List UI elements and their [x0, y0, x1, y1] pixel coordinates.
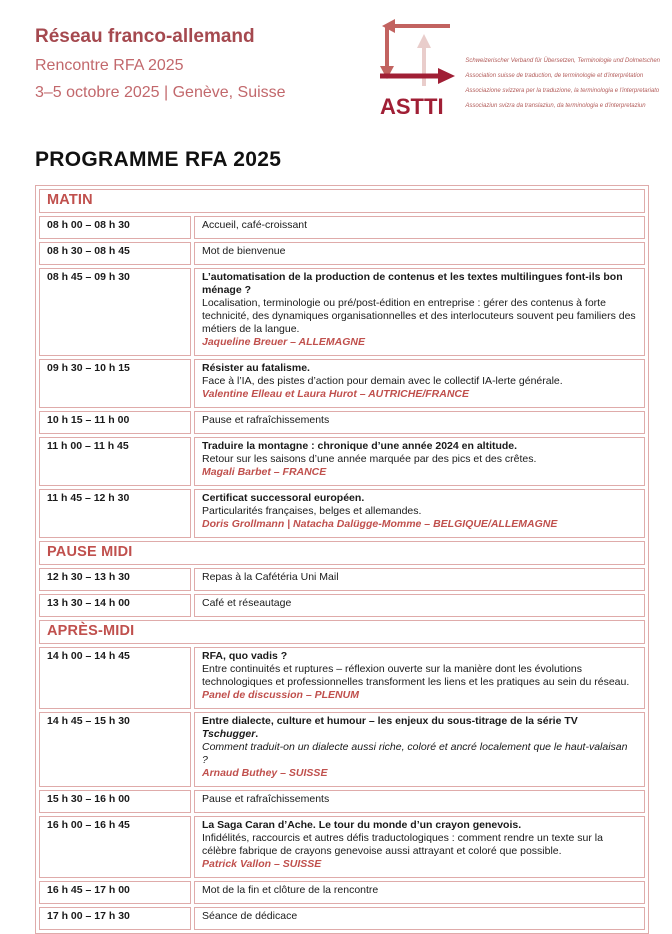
time-range: 14 h 45 – 15 h 30: [39, 712, 191, 787]
section-row: [39, 620, 645, 644]
session-text-line: L’automatisation de la production de contenus et les textes multilingues font-ils bon ménage ?: [202, 271, 623, 296]
astti-arrows-icon: [380, 18, 458, 118]
time-range: 16 h 45 – 17 h 00: [39, 881, 191, 904]
time-range: 09 h 30 – 10 h 15: [39, 359, 191, 408]
session-description: [194, 712, 645, 787]
programme-table: [35, 185, 649, 934]
time-range: 17 h 00 – 17 h 30: [39, 907, 191, 930]
speaker-line: Magali Barbet – FRANCE: [202, 466, 327, 478]
section-row: [39, 189, 645, 213]
session-text-line: Résister au fatalisme.: [202, 362, 310, 374]
astti-captions: [465, 54, 660, 114]
session-text-line: Accueil, café-croissant: [202, 219, 308, 231]
session-description: [194, 790, 645, 813]
schedule-row: [39, 437, 645, 486]
speaker-line: Panel de discussion – PLENUM: [202, 689, 359, 701]
time-range: 11 h 45 – 12 h 30: [39, 489, 191, 538]
session-description: [194, 816, 645, 878]
astti-caption-de: Schweizerischer Verband für Übersetzen, Terminologie und Dolmetschen: [465, 58, 660, 64]
schedule-row: [39, 594, 645, 617]
astti-logo: [380, 18, 660, 118]
schedule-row: [39, 411, 645, 434]
session-description: [194, 216, 645, 239]
schedule-row: [39, 790, 645, 813]
speaker-line: Valentine Elleau et Laura Hurot – AUTRICHE/FRANCE: [202, 388, 470, 400]
time-range: 14 h 00 – 14 h 45: [39, 647, 191, 709]
schedule-row: [39, 647, 645, 709]
schedule-row: [39, 907, 645, 930]
schedule-row: [39, 881, 645, 904]
session-text-line: Retour sur les saisons d’une année marquée par des pics et des crêtes.: [202, 453, 537, 465]
page-title: PROGRAMME RFA 2025: [35, 148, 282, 171]
event-heading-block: [35, 26, 286, 111]
speaker-line: Patrick Vallon – SUISSE: [202, 858, 322, 870]
speaker-line: Jaqueline Breuer – ALLEMAGNE: [202, 336, 365, 348]
speaker-line: Doris Grollmann | Natacha Dalügge-Momme – BELGIQUE/ALLEMAGNE: [202, 518, 558, 530]
session-text-line: Localisation, terminologie ou pré/post-édition en entreprise : gérer des contenus à forte technicité, des dynamiques organisationnelles et des interlocuteurs souvent peu familiers des métiers de la langue.: [202, 297, 636, 335]
time-range: 16 h 00 – 16 h 45: [39, 816, 191, 878]
session-description: [194, 359, 645, 408]
schedule-row: [39, 359, 645, 408]
time-range: 15 h 30 – 16 h 00: [39, 790, 191, 813]
session-text-line: Traduire la montagne : chronique d’une année 2024 en altitude.: [202, 440, 518, 452]
time-range: 08 h 00 – 08 h 30: [39, 216, 191, 239]
schedule-row: [39, 268, 645, 356]
schedule-row: [39, 216, 645, 239]
schedule-row: [39, 816, 645, 878]
org-title: Réseau franco-allemand: [35, 26, 255, 47]
event-title: Rencontre RFA 2025: [35, 57, 184, 74]
session-text-line: [202, 715, 636, 741]
schedule-row: [39, 568, 645, 591]
session-text-line: Entre continuités et ruptures – réflexion ouverte sur la manière dont les évolutions technologiques et professionnelles transforment les liens et les pratiques au sein du réseau.: [202, 663, 630, 688]
session-text-line: Certificat successoral européen.: [202, 492, 365, 504]
time-range: 11 h 00 – 11 h 45: [39, 437, 191, 486]
session-text-line: Mot de la fin et clôture de la rencontre: [202, 884, 379, 896]
session-text-line: RFA, quo vadis ?: [202, 650, 288, 662]
session-description: [194, 881, 645, 904]
session-text-line: Repas à la Cafétéria Uni Mail: [202, 571, 339, 583]
section-header-label: PAUSE MIDI: [39, 541, 645, 565]
event-date-location: 3–5 octobre 2025 | Genève, Suisse: [35, 84, 286, 101]
session-text-line: Café et réseautage: [202, 597, 292, 609]
astti-wordmark: ASTTI: [380, 94, 444, 118]
section-header-label: MATIN: [39, 189, 645, 213]
session-text-line: Face à l’IA, des pistes d’action pour demain avec le collectif IA-lerte générale.: [202, 375, 563, 387]
time-range: 08 h 45 – 09 h 30: [39, 268, 191, 356]
astti-caption-fr: Association suisse de traduction, de terminologie et d'interprétation: [465, 73, 644, 79]
session-text-line: Infidélités, raccourcis et autres défis traductologiques : comment rendre un texte sur la célèbre fabrique de crayons genevoise aussi attrayant et coloré que possible.: [202, 832, 603, 857]
session-description: [194, 242, 645, 265]
schedule-row: [39, 489, 645, 538]
speaker-line: Arnaud Buthey – SUISSE: [202, 767, 328, 779]
session-description: [194, 411, 645, 434]
session-text-line: Particularités françaises, belges et allemandes.: [202, 505, 422, 517]
session-description: [194, 647, 645, 709]
session-text-line: Pause et rafraîchissements: [202, 793, 330, 805]
session-text-line: La Saga Caran d’Ache. Le tour du monde d’un crayon genevois.: [202, 819, 522, 831]
session-text-line: Mot de bienvenue: [202, 245, 286, 257]
astti-caption-it: Associazione svizzera per la traduzione, la terminologia e l'interpretariato: [465, 88, 660, 94]
schedule-row: [39, 242, 645, 265]
section-row: [39, 541, 645, 565]
session-description: [194, 568, 645, 591]
session-text-line: Séance de dédicace: [202, 910, 298, 922]
time-range: 13 h 30 – 14 h 00: [39, 594, 191, 617]
time-range: 10 h 15 – 11 h 00: [39, 411, 191, 434]
session-text-line: Comment traduit-on un dialecte aussi riche, coloré et ancré localement que le haut-valaisan ?: [202, 741, 628, 766]
text-segment: .: [255, 728, 259, 740]
document-header: [0, 0, 672, 118]
session-description: [194, 594, 645, 617]
section-header-label: APRÈS-MIDI: [39, 620, 645, 644]
text-segment: Entre dialecte, culture et humour – les enjeux du sous-titrage de la série TV: [202, 715, 578, 727]
session-description: [194, 907, 645, 930]
session-description: [194, 437, 645, 486]
time-range: 08 h 30 – 08 h 45: [39, 242, 191, 265]
session-description: [194, 489, 645, 538]
session-description: [194, 268, 645, 356]
time-range: 12 h 30 – 13 h 30: [39, 568, 191, 591]
session-text-line: Pause et rafraîchissements: [202, 414, 330, 426]
schedule-row: [39, 712, 645, 787]
text-segment: Tschugger: [202, 728, 256, 740]
astti-caption-rm: Associaziun svizra da translaziun, da terminologia e d'interpretaziun: [465, 103, 646, 109]
